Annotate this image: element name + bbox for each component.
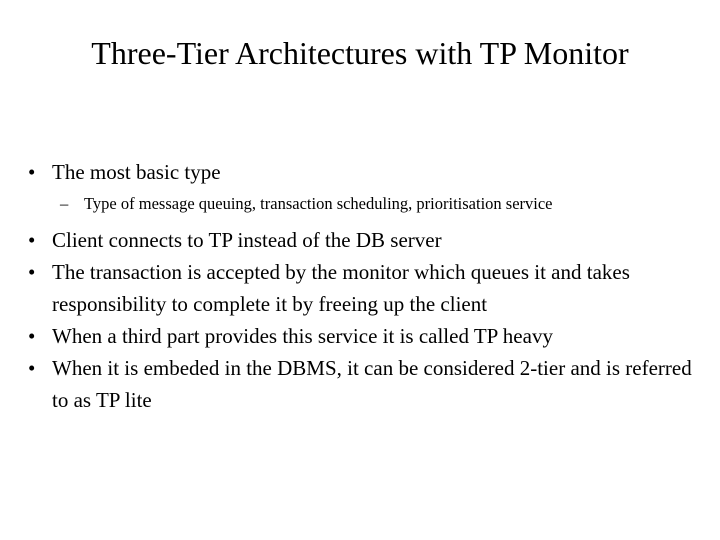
bullet-marker: • — [28, 228, 36, 252]
bullet-item-4 — [28, 320, 698, 352]
bullet-text: The most basic type — [52, 160, 221, 184]
slide-title: Three-Tier Architectures with TP Monitor — [91, 35, 629, 71]
sub-bullet-text: Type of message queuing, transaction scheduling, prioritisation service — [84, 194, 553, 213]
bullet-marker: • — [28, 356, 36, 380]
bullet-text: Client connects to TP instead of the DB server — [52, 228, 442, 252]
bullet-text: When a third part provides this service it is called TP heavy — [52, 324, 553, 348]
bullet-marker: • — [28, 260, 36, 284]
bullet-marker: • — [28, 160, 36, 184]
bullet-item-1 — [28, 156, 698, 188]
bullet-list — [28, 156, 698, 416]
bullet-item-2 — [28, 224, 698, 256]
bullet-text: When it is embeded in the DBMS, it can be considered 2-tier and is referred to as TP lite — [52, 356, 692, 412]
sub-bullet-item-1 — [28, 192, 698, 216]
bullet-item-3 — [28, 256, 698, 320]
sub-bullet-marker: – — [60, 194, 69, 213]
bullet-marker: • — [28, 324, 36, 348]
bullet-item-5 — [28, 352, 698, 416]
bullet-text: The transaction is accepted by the monitor which queues it and takes responsibility to complete it by freeing up the client — [52, 260, 630, 316]
